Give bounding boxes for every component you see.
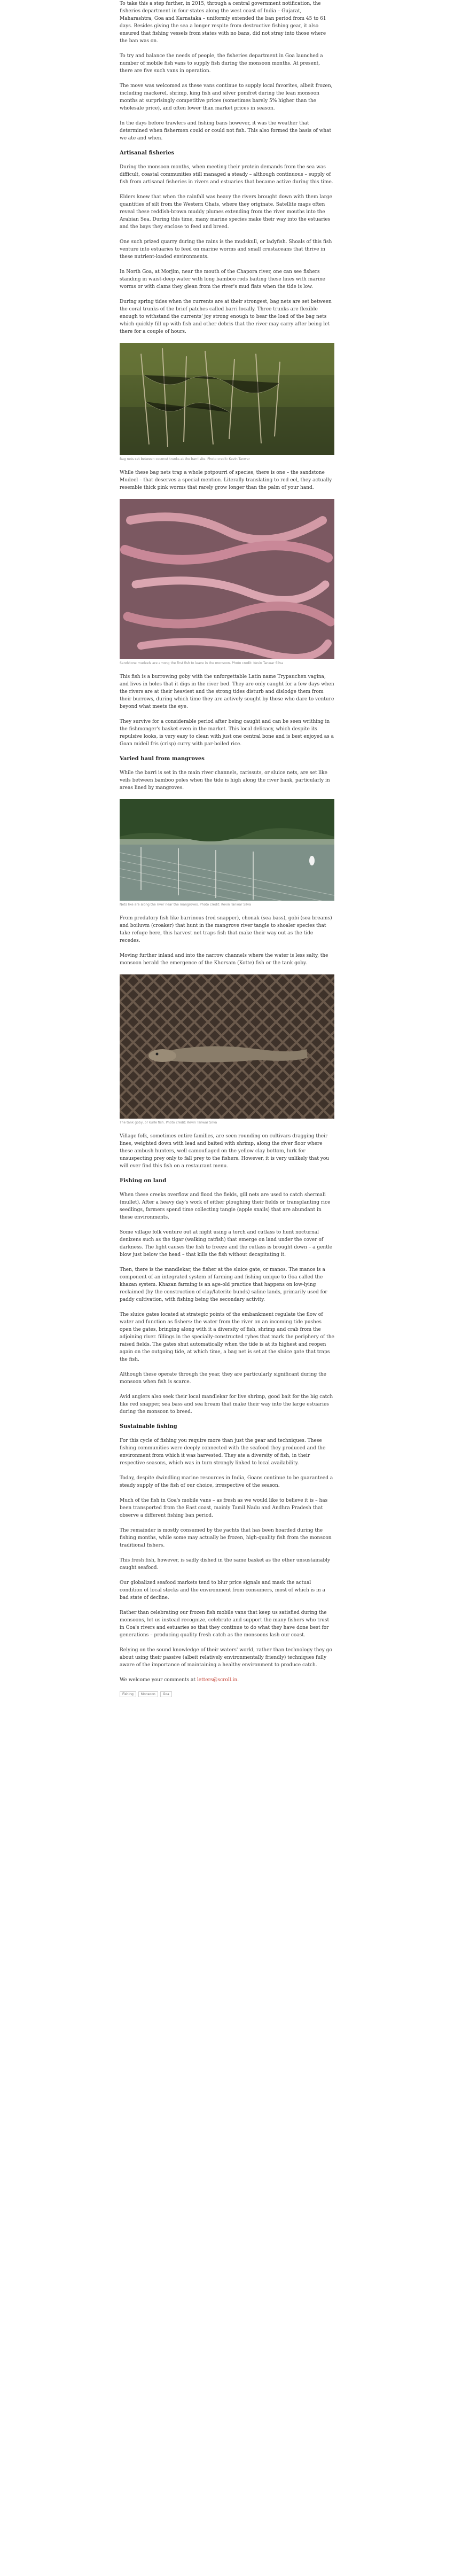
section-heading-land: Fishing on land [120, 1178, 167, 1184]
figure-bag-nets [120, 343, 334, 462]
comments-invite [120, 1676, 334, 1684]
figure-caption: Sandstone mudeels are among the first fish to leave in the monsoon. Photo credit: Kevin Tanwar Silva [120, 661, 283, 665]
mangrove-photo [120, 799, 334, 901]
tag-goa[interactable]: Goa [160, 1691, 172, 1697]
tag-monsoon[interactable]: Monsoon [138, 1691, 158, 1697]
paragraph: Moving further inland and into the narrow channels where the water is less salty, the monsoon herald the emergence of the Khorsam (Kotte) fish or the tank goby. [120, 953, 328, 966]
paragraph: This fresh fish, however, is sadly dished in the same basket as the other unsustainably caught seafood. [120, 1558, 331, 1571]
paragraph: Village folk, sometimes entire families, are seen rounding on cultivars dragging their lines, weighted down with lead and baited with shrimp, along the river floor where these ambush hunters, well camouflaged on the yellow clay bottom, lurk for unsuspecting prey only to fall prey to the fishers. However, it is very unlikely that you will ever find this fish on a restaurant menu. [120, 1134, 330, 1169]
paragraph: During the monsoon months, when meeting their protein demands from the sea was difficult, coastal communities still managed a steady – although continuous – supply of fish from artisanal fisheries in rivers and estuaries that became active during this time. [120, 165, 333, 185]
paragraph: From predatory fish like barrinous (red snapper), chonak (sea bass), gobi (sea breams) and boiluvm (croaker) that hunt in the mangrove river tangle to shoaler species that take refuge here, this harvest net traps fish that make their way out as the tide recedes. [120, 916, 332, 943]
tag-list [120, 1691, 334, 1697]
paragraph: Although these operate through the year, they are particularly significant during the monsoon when fish is scarce. [120, 1372, 326, 1385]
paragraph: The sluice gates located at strategic points of the embankment regulate the flow of water and function as fishers: the water from the river on an incoming tide pushes open the gates, bringing along with it a diversity of fish, shrimp and crab from the adjoining river. fillings in the specially-constructed ryhes that mark the periphery of the raised fields. The gates shut automatically when the tide is at its highest and reopen again on the outgoing tide, at which time, a bag net is set at the sluice gate that traps the fish. [120, 1312, 334, 1362]
article-body [120, 0, 334, 1697]
paragraph: They survive for a considerable period after being caught and can be seen writhing in the fishmonger's basket even in the market. This local delicacy, which despite its repulsive looks, is very easy to clean with just one central bone and is best enjoyed as a Goan mideil fris (crisp) curry with par-boiled rice. [120, 719, 334, 747]
paragraph: When these creeks overflow and flood the fields, gill nets are used to catch shermali (mullet). After a heavy day's work of either ploughing their fields or transplanting rice seedlings, farmers spend time collecting tangie (apple snails) that are abundant in these environments. [120, 1192, 331, 1220]
paragraph: While these bag nets trap a whole potpourri of species, there is one – the sandstone Mudeel – that deserves a special mention. Literally translating to red eel, they actually resemble thick pink worms that rarely grow longer than the palm of your hand. [120, 470, 332, 490]
paragraph: Elders knew that when the rainfall was heavy the rivers brought down with them large quantities of silt from the Western Ghats, where they originate. Satellite maps often reveal these reddish-brown muddy plumes extending from the river mouths into the Arabian Sea. During this time, many marine species make their way into the estuaries and the bays they enclose to feed and breed. [120, 194, 332, 230]
figure-caption: The tank goby, or kurle fish. Photo credit: Kevin Tanwar Silva [120, 1121, 217, 1125]
comments-period: . [237, 1677, 239, 1683]
paragraph: Our globalized seafood markets tend to blur price signals and mask the actual condition of local stocks and the environment from consumers, most of which is in a bad state of decline. [120, 1580, 325, 1601]
comments-text: We welcome your comments at [120, 1677, 197, 1683]
figure-tank-goby [120, 974, 334, 1125]
paragraph: The remainder is mostly consumed by the yachts that has been hoarded during the fishing months, while some may actually be frozen, high-quality fish from the monsoon traditional fishers. [120, 1528, 332, 1548]
paragraph: While the barri is set in the main river channels, carissuts, or sluice nets, are set like veils between bamboo poles when the tide is high along the river bank, particularly in areas lined by mangroves. [120, 770, 330, 791]
section-heading-mangroves: Varied haul from mangroves [120, 756, 205, 762]
paragraph: One such prized quarry during the rains is the mudskull, or ladyfish. Shoals of this fish venture into estuaries to feed on marine worms and small crustaceans that thrive in these nutrient-loaded environments. [120, 239, 332, 260]
figure-caption: Bag nets set between coconut trunks at the barri site. Photo credit: Kevin Tanwar [120, 457, 250, 461]
paragraph: For this cycle of fishing you require more than just the gear and techniques. These fishing communities were deeply connected with the seafood they produced and the environment from which it was harvested. They ate a diversity of fish, in their respective seasons, which was in turn strongly linked to local availability. [120, 1438, 326, 1466]
figure-mudeels [120, 499, 334, 666]
paragraph: This fish is a burrowing goby with the unforgettable Latin name Trypauchen vagina, and lives in holes that it digs in the river bed. They are only caught for a few days when the rivers are at their heaviest and the strong tides disturb and dislodge them from their burrows, during which time they are actively sought by those who dare to venture beyond what meets the eye. [120, 674, 334, 709]
paragraph: In North Goa, at Morjim, near the mouth of the Chapora river, one can see fishers standing in waist-deep water with long bamboo rods baiting these lines with marine worms or with clams they glean from the river's mud flats when the tide is low. [120, 269, 325, 290]
paragraph: Some village folk venture out at night using a torch and cutlass to hunt nocturnal denizens such as the tigar (walking catfish) that emerge on land under the cover of darkness. The light causes the fish to freeze and the cutlass is brought down – a gentle blow just below the head – that kills the fish without decapitating it. [120, 1230, 333, 1258]
mudeels-photo [120, 499, 334, 659]
paragraph: Rather than celebrating our frozen fish mobile vans that keep us satisfied during the monsoons, let us instead recognize, celebrate and support the many fishers who trust in Goa's rivers and estuaries so that they continue to do what they have done best for generations – producing quality fresh catch as the monsoons lash our coast. [120, 1610, 330, 1638]
figure-mangrove-nets [120, 799, 334, 907]
paragraph: Avid anglers also seek their local mandlekar for live shrimp, good bait for the big catch like red snapper, sea bass and sea bream that make their way into the large estuaries during the monsoon to breed. [120, 1394, 333, 1415]
paragraph: To try and balance the needs of people, the fisheries department in Goa launched a number of mobile fish vans to supply fish during the monsoon months. At present, there are five such vans in operation. [120, 53, 323, 74]
paragraph: Today, despite dwindling marine resources in India, Goans continue to be guaranteed a steady supply of the fish of our choice, irrespective of the season. [120, 1476, 333, 1488]
paragraph: Much of the fish in Goa's mobile vans – as fresh as we would like to believe it is – has been transported from the East coast, mainly Tamil Nadu and Andhra Pradesh that observe a different fishing ban period. [120, 1498, 328, 1518]
paragraph: Then, there is the mandlekar, the fisher at the sluice gate, or manos. The manos is a component of an integrated system of farming and fishing unique to Goa called the khazan system. Khazan farming is an age-old practice that happens on low-lying reclaimed (by the construction of clay/laterite bunds) saline lands, primarily used for paddy cultivation, with fishing being the secondary activity. [120, 1267, 327, 1302]
bag-nets-photo [120, 343, 334, 455]
section-heading-sustainable: Sustainable fishing [120, 1424, 177, 1430]
tank-goby-photo [120, 974, 334, 1119]
section-heading-artisanal: Artisanal fisheries [120, 150, 175, 156]
tag-fishing[interactable]: Fishing [120, 1691, 136, 1697]
paragraph: Relying on the sound knowledge of their waters' world, rather than technology they go about using their passive (albeit relatively environmentally friendly) techniques fully aware of the importance of maintaining a healthy environment to produce catch. [120, 1648, 332, 1668]
paragraph: The move was welcomed as these vans continue to supply local favorites, albeit frozen, including mackerel, shrimp, king fish and silver pomfret during the lean monsoon months at surprisingly competitive prices (sometimes barely 5% higher than the wholesale price), and often lower than market prices in season. [120, 83, 333, 111]
paragraph: During spring tides when the currents are at their strongest, bag nets are set between the coral trunks of the brief patches called barri locally. Three trunks are flexible enough to withstand the currents' joy strong enough to bear the load of the bag nets which quickly fill up with fish and other debris that the river may carry after being let there for a couple of hours. [120, 299, 332, 334]
comments-email-link[interactable]: letters@scroll.in [197, 1677, 238, 1683]
paragraph: In the days before trawlers and fishing bans however, it was the weather that determined when fishermen could or could not fish. This also formed the basis of what we ate and when. [120, 121, 332, 141]
paragraph: To take this a step further, in 2015, through a central government notification, the fisheries department in four states along the west coast of India – Gujarat, Maharashtra, Goa and Karnataka – uniformly extended the ban period from 45 to 61 days. Besides giving the sea a longer respite from destructive fishing gear, it also ensured that fishing vessels from states with no bans, did not stray into those where the ban was on. [120, 1, 326, 44]
figure-caption: Nets like are along the river near the mangroves. Photo credit: Kevin Tanwar Silva [120, 903, 251, 907]
